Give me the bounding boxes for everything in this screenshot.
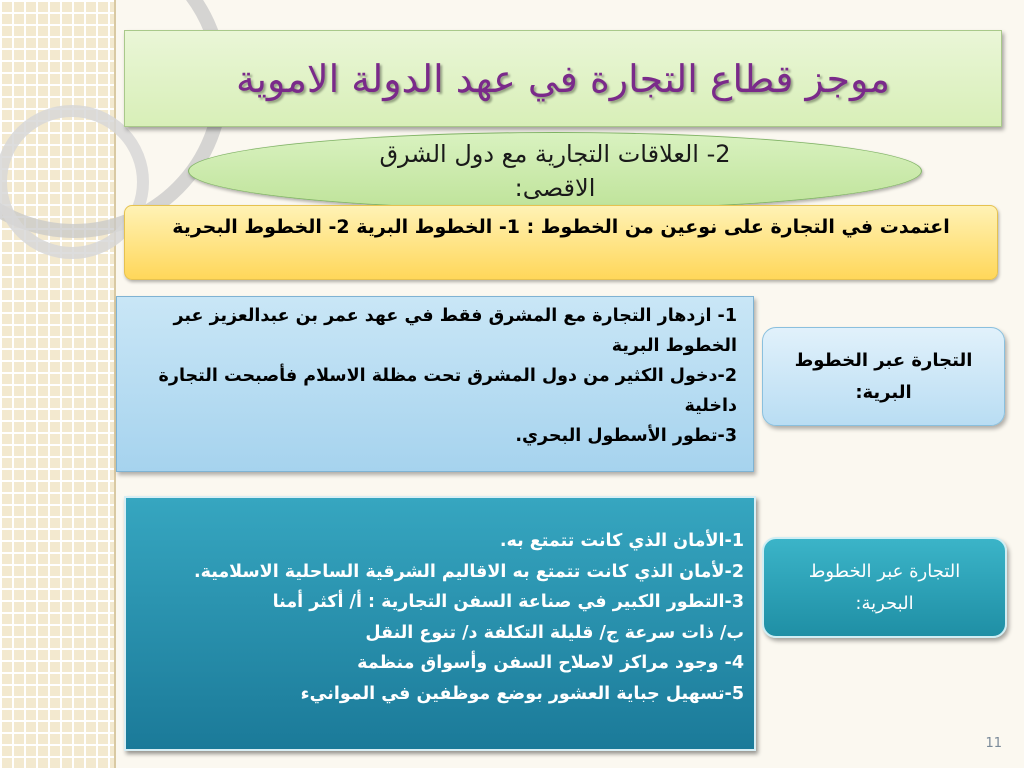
sea-point-5: 5-تسهيل جباية العشور بوضع موظفين في الموانيء (300, 683, 744, 704)
land-trade-label-box (762, 327, 1005, 426)
title-banner (124, 30, 1002, 127)
subtitle-oval (188, 132, 922, 210)
land-point-1: 1- ازدهار التجارة مع المشرق فقط في عهد عمر بن عبدالعزيز عبر الخطوط البرية (173, 306, 737, 356)
sea-trade-points (146, 526, 744, 709)
sea-point-1: 1-الأمان الذي كانت تتمتع به. (499, 531, 744, 551)
sea-trade-label: التجارة عبر الخطوط البحرية: (808, 560, 961, 614)
land-trade-points (137, 301, 737, 451)
sea-point-3-continued: ب/ ذات سرعة ج/ قليلة التكلفة د/ تنوع النقل (365, 622, 744, 643)
land-point-2: 2-دخول الكثير من دول المشرق تحت مظلة الاسلام فأصبحت التجارة داخلية (158, 366, 737, 416)
slide-subtitle: 2- العلاقات التجارية مع دول الشرق الاقصى: (379, 140, 731, 202)
sea-point-4: 4- وجود مراكز لاصلاح السفن وأسواق منظمة (357, 653, 744, 673)
sea-trade-points-box (124, 496, 756, 751)
intro-text: اعتمدت في التجارة على نوعين من الخطوط : 1- الخطوط البرية 2- الخطوط البحرية (172, 216, 950, 238)
page-number: 11 (985, 736, 1002, 751)
sea-point-3: 3-التطور الكبير في صناعة السفن التجارية : أ/ أكثر أمنا (272, 592, 744, 612)
land-point-3: 3-تطور الأسطول البحري. (515, 426, 737, 446)
land-trade-label: التجارة عبر الخطوط البرية: (794, 349, 973, 403)
sea-trade-label-box (762, 537, 1007, 638)
slide-title: موجز قطاع التجارة في عهد الدولة الاموية (236, 56, 890, 101)
sea-point-2: 2-لأمان الذي كانت تتمتع به الاقاليم الشرقية الساحلية الاسلامية. (193, 561, 744, 582)
intro-banner (124, 205, 998, 280)
land-trade-points-box (116, 296, 754, 472)
